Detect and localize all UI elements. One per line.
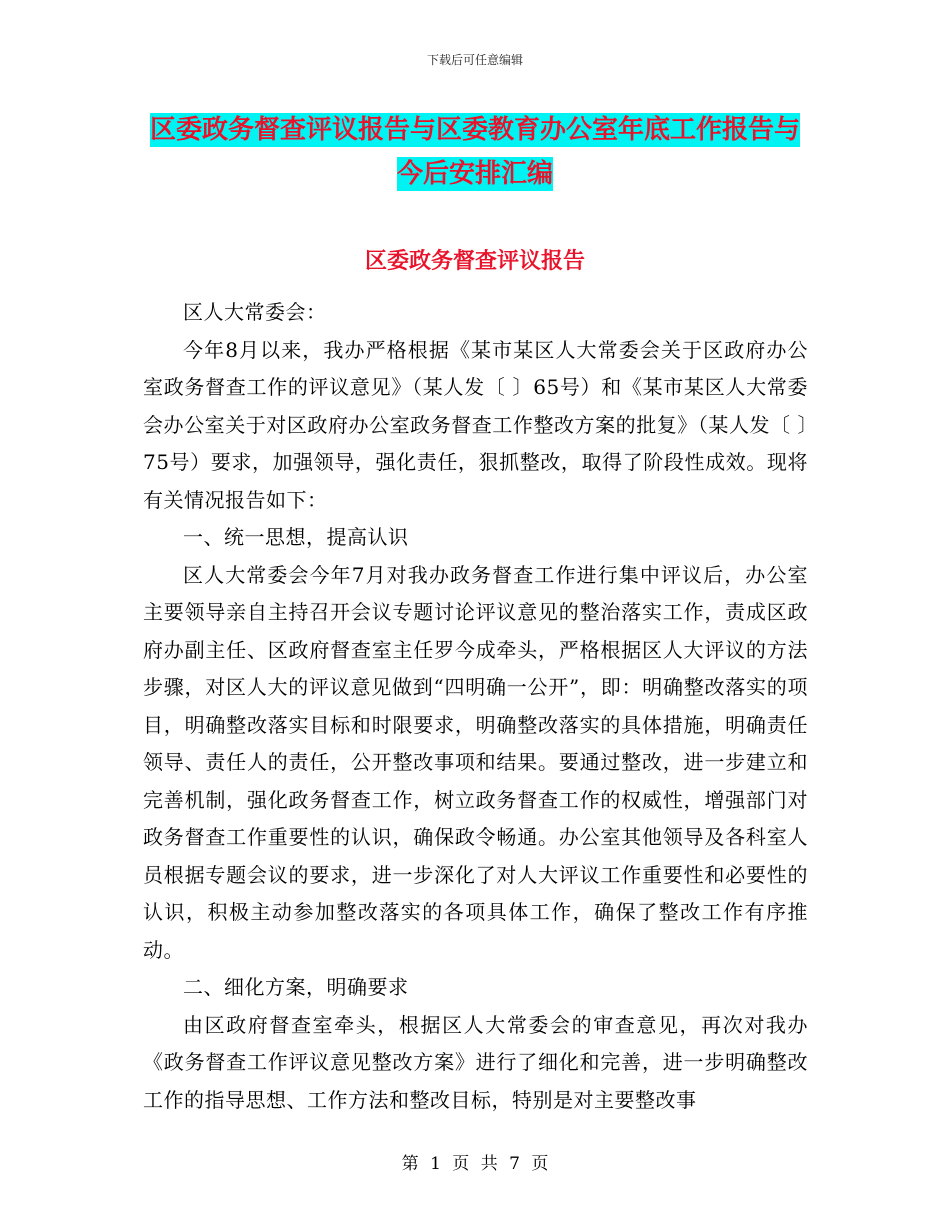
document-title-text: 区委政务督查评议报告与区委教育办公室年底工作报告与今后安排汇编 [150, 115, 801, 189]
body-paragraph-intro: 今年8月以来，我办严格根据《某市某区人大常委会关于区政府办公室政务督查工作的评议意见》（某人发〔 〕65号）和《某市某区人大常委会办公室关于对区政府办公室政务督查工作整改方案的批复》（某人发〔 〕75号）要求，加强领导，强化责任，狠抓整改，取得了阶段性成效。现将有关情况报告如下： [143, 337, 808, 512]
document-title [150, 108, 800, 196]
body-paragraph-one: 区人大常委会今年7月对我办政务督查工作进行集中评议后，办公室主要领导亲自主持召开会议专题讨论评议意见的整治落实工作，责成区政府办副主任、区政府督查室主任罗今成牵头，严格根据区人大评议的方法步骤，对区人大的评议意见做到“四明确一公开”，即：明确整改落实的项目，明确整改落实目标和时限要求，明确整改落实的具体措施，明确责任领导、责任人的责任，公开整改事项和结果。要通过整改，进一步建立和完善机制，强化政务督查工作，树立政务督查工作的权威性，增强部门对政务督查工作重要性的认识，确保政令畅通。办公室其他领导及各科室人员根据专题会议的要求，进一步深化了对人大评议工作重要性和必要性的认识，积极主动参加整改落实的各项具体工作，确保了整改工作有序推动。 [143, 562, 808, 962]
page-header-note: 下载后可任意编辑 [426, 53, 523, 67]
page-footer: 第 1 页 共 7 页 [401, 1154, 549, 1174]
salutation: 区人大常委会： [183, 300, 327, 324]
section-title: 区委政务督查评议报告 [364, 249, 585, 274]
document-body [143, 294, 808, 1119]
body-paragraph-two: 由区政府督查室牵头，根据区人大常委会的审查意见，再次对我办《政务督查工作评议意见整改方案》进行了细化和完善，进一步明确整改工作的指导思想、工作方法和整改目标，特别是对主要整改事 [143, 1012, 808, 1112]
subheading-two: 二、细化方案，明确要求 [183, 975, 409, 999]
subheading-one: 一、统一思想，提高认识 [183, 525, 409, 549]
